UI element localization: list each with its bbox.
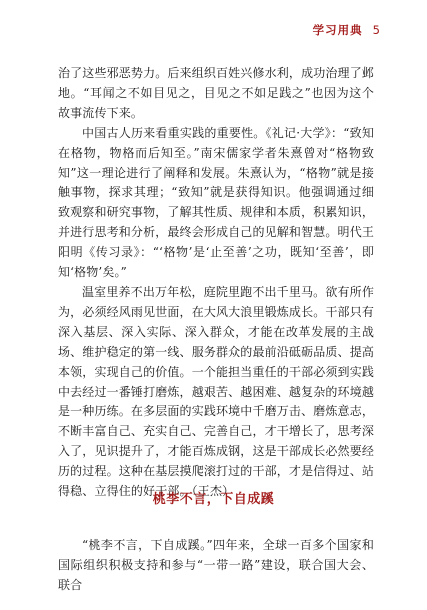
paragraph-cadre-growth: 温室里养不出万年松，庭院里跑不出千里马。欲有所作为，必须经风雨见世面，在大风大浪里锻炼成长。干部只有深入基层、深入实际、深入群众，才能在改革发展的主战场、维护稳定的第一线、服务群众的最前沿砥砺品质、提高本领，实现自己的价值。一个能担当重任的干部必须到实践中去经过一番锤打磨炼，越艰苦、越困难、越复杂的环境越是一种历练。在多层面的实践环境中千磨万击、磨炼意志，不断丰富自己、充实自己、完善自己，才干增长了，思考深入了，见识提升了，才能百炼成钢，这是干部成长必然要经历的过程。这种在基层摸爬滚打过的干部，才是信得过、站得稳、立得住的好干部。（王杰） [58,284,374,499]
section-first-paragraph: “桃李不言，下自成蹊。”四年来，全球一百多个国家和国际组织积极支持和参与“一带一路”建设，联合国大会、联合 [58,538,374,592]
section-heading: 桃李不言，下自成蹊 [152,492,275,507]
running-header [313,22,380,38]
running-header-title: 学习用典 [312,23,363,37]
paragraph-ancient-practice: 中国古人历来看重实践的重要性。《礼记·大学》：“致知在格物，物格而后知至。”南宋儒家学者朱熹曾对“格物致知”这一理论进行了阐释和发展。朱熹认为，“格物”就是接触事物，探求其理；“致知”就是获得知识。他强调通过细致观察和研究事物，了解其性质、规律和本质，积累知识，并进行思考和分析，最终会形成自己的见解和智慧。明代王阳明《传习录》：“‘格物’是‘止至善’之功，既知‘至善’，即知‘格物’矣。” [58,125,374,280]
page-number: 5 [372,23,380,37]
paragraph-continued: 治了这些邪恶势力。后来组织百姓兴修水利，成功治理了邺地。“耳闻之不如目见之，目见之不如足践之”也因为这个故事流传下来。 [58,66,374,120]
article-body [58,64,374,502]
section-body [58,536,374,596]
